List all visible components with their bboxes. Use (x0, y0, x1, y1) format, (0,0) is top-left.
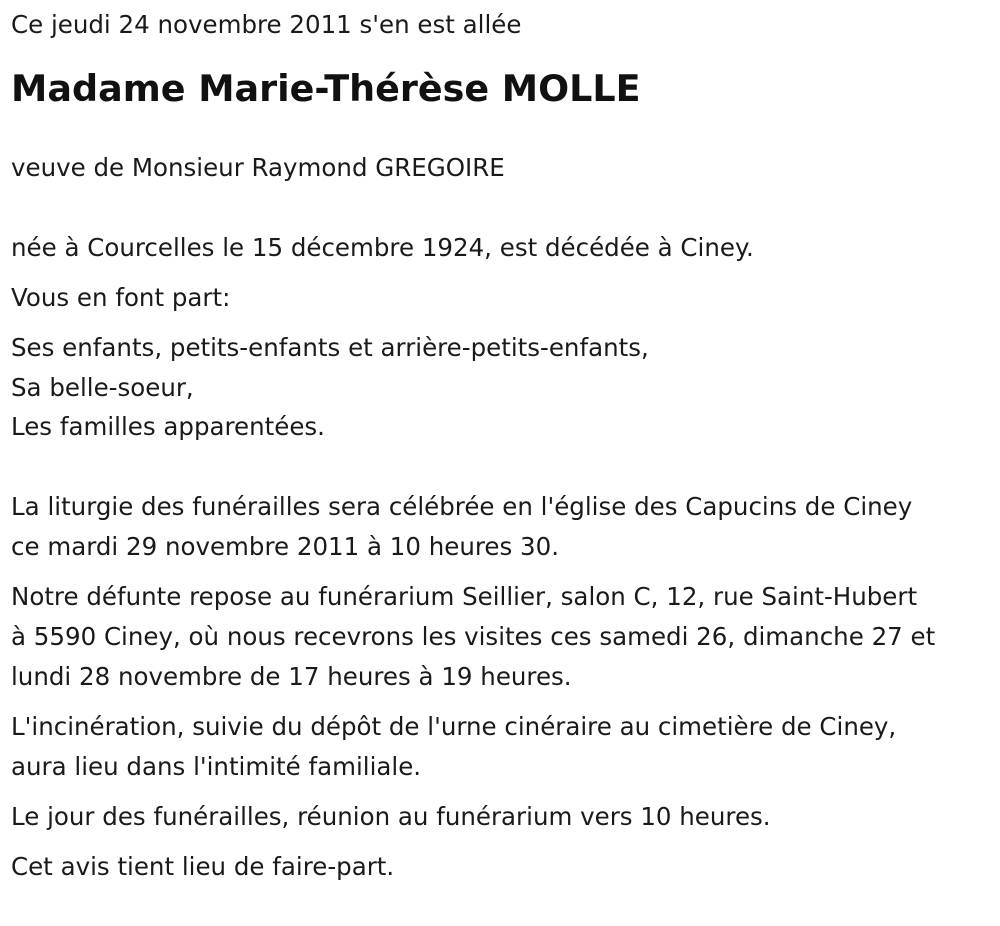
notify-line: Vous en font part: (11, 283, 231, 312)
incineration-paragraph (11, 707, 996, 787)
deceased-name: Madame Marie-Thérèse MOLLE (11, 67, 641, 110)
intro-line: Ce jeudi 24 novembre 2011 s'en est allée (11, 10, 522, 39)
obituary-notice (11, 5, 996, 887)
paragraph-line: L'incinération, suivie du dépôt de l'urne cinéraire au cimetière de Ciney, (11, 711, 897, 741)
paragraph-line: Notre défunte repose au funérarium Seillier, salon C, 12, rue Saint-Hubert (11, 581, 918, 611)
family-line: Sa belle-soeur, (11, 372, 194, 402)
birth-death-line: née à Courcelles le 15 décembre 1924, est décédée à Ciney. (11, 233, 754, 262)
paragraph-line: aura lieu dans l'intimité familiale. (11, 751, 422, 781)
paragraph-line: à 5590 Ciney, où nous recevrons les visites ces samedi 26, dimanche 27 et (11, 621, 936, 651)
liturgy-paragraph (11, 487, 996, 567)
paragraph-line: La liturgie des funérailles sera célébrée en l'église des Capucins de Ciney (11, 491, 913, 521)
meeting-line: Le jour des funérailles, réunion au funérarium vers 10 heures. (11, 801, 771, 831)
family-line: Les familles apparentées. (11, 412, 325, 441)
closing-line: Cet avis tient lieu de faire-part. (11, 851, 395, 881)
paragraph-line: ce mardi 29 novembre 2011 à 10 heures 30. (11, 531, 560, 561)
family-line: Ses enfants, petits-enfants et arrière-petits-enfants, (11, 333, 649, 362)
spouse-line: veuve de Monsieur Raymond GREGOIRE (11, 153, 505, 182)
funerarium-paragraph (11, 577, 996, 697)
paragraph-line: lundi 28 novembre de 17 heures à 19 heures. (11, 661, 572, 691)
family-list (11, 328, 996, 447)
